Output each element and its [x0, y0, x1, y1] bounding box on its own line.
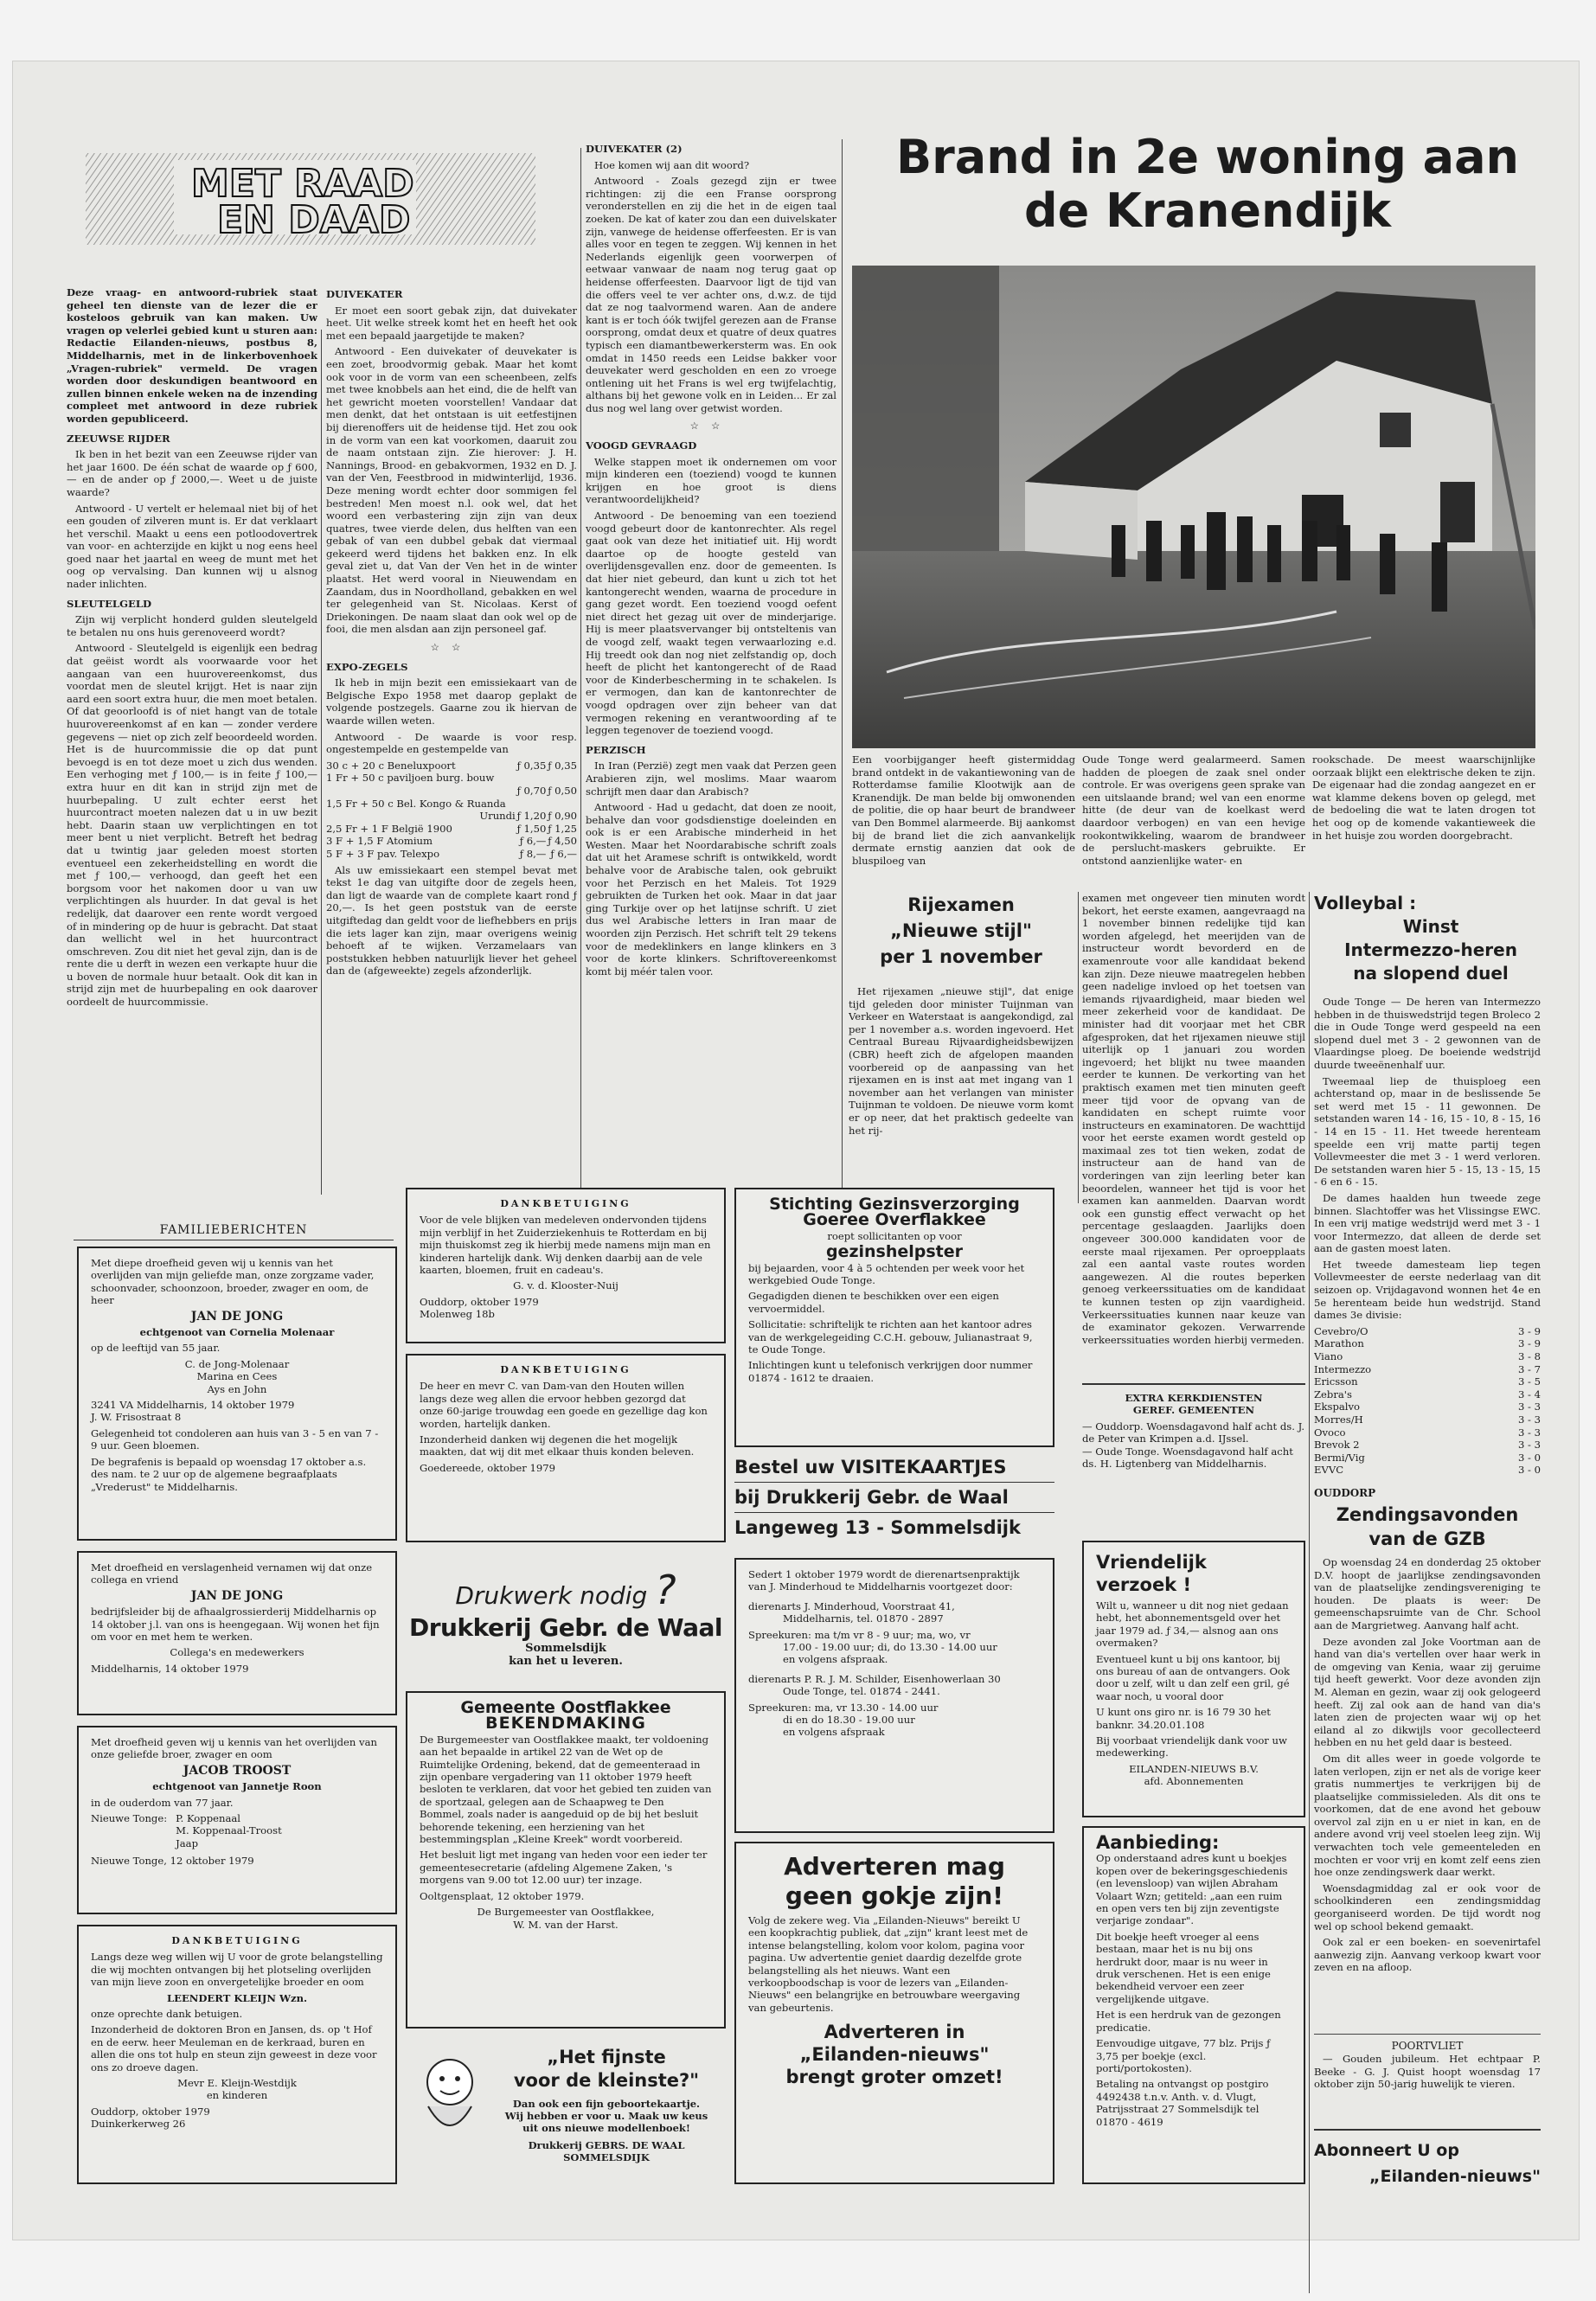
- thanks-kleijn-p3: Inzonderheid de doktoren Bron en Jansen, ds. op 't Hof en de eerw. heer Meuleman en de kerkraad, buren en allen die ons tot hulp en steun zijn geweest in deze voor ons zo droeve dagen.: [91, 2023, 377, 2073]
- stamp-cell-label: Urundi: [479, 810, 516, 823]
- kerkdiensten-notice: [1082, 1383, 1305, 1470]
- oostflakkee-title1: Gemeente Oostflakkee: [460, 1698, 671, 1717]
- obit1-fam1: C. de Jong-Molenaar: [184, 1357, 290, 1370]
- stamp-cell-v1: [516, 772, 547, 785]
- standings-row: [1314, 1375, 1541, 1388]
- thanks-kleijn-title: DANKBETUIGING: [171, 1935, 303, 1946]
- standings-team: Morres/H: [1314, 1413, 1363, 1426]
- gezins-p2: Gegadigden dienen te beschikken over een eigen vervoermiddel.: [748, 1290, 999, 1315]
- vet1-hours-c: en volgens afspraak.: [783, 1653, 888, 1666]
- question-perzisch: In Iran (Perzië) zegt men vaak dat Perzen geen Arabieren zijn, wel moslims. Maar waarom schrijft men daar dan Arabisch?: [586, 760, 836, 798]
- oostflakkee-announcement: [406, 1691, 726, 2029]
- standings-row: [1314, 1363, 1541, 1376]
- volley-standings-table: [1314, 1325, 1541, 1477]
- obit1-burial: De begrafenis is bepaald op woensdag 17 oktober a.s. des nam. te 2 uur op de algemene begraafplaats „Vrederust" te Middelharnis.: [91, 1455, 367, 1493]
- birth-card-line1: „Het fijnste: [547, 2047, 666, 2067]
- rijexamen-title-2: „Nieuwe stijl": [890, 920, 1032, 941]
- stamp-row: [326, 835, 577, 848]
- stamp-cell-v1: ƒ 1,50: [516, 822, 547, 835]
- thanks-vandam-p2: Inzonderheid danken wij degenen die het mogelijk maakten, dat wij dit met elkaar thuis konden beleven.: [420, 1433, 695, 1458]
- gezins-p4: Inlichtingen kunt u telefonisch verkrijgen door nummer 01874 - 1612 te draaien.: [748, 1359, 1033, 1384]
- verzoek-sig2: afd. Abonnementen: [1144, 1775, 1244, 1788]
- standings-row: [1314, 1464, 1541, 1477]
- kerk-oude-tonge: — Oude Tonge. Woensdagavond half acht ds. H. Ligtenberg van Middelharnis.: [1082, 1445, 1293, 1471]
- standings-score: 3 - 8: [1517, 1350, 1541, 1363]
- thanks-kleijn-sig1: Mevr E. Kleijn-Westdijk: [177, 2077, 297, 2090]
- heading-perzisch: PERZISCH: [586, 743, 646, 756]
- stamp-cell-v2: ƒ 1,25: [548, 822, 577, 835]
- fire-article-col3: [1312, 753, 1535, 883]
- obit3-spouse: echtgenoot van Jannetje Roon: [152, 1780, 322, 1793]
- standings-row: [1314, 1388, 1541, 1401]
- gokje-title4: „Eilanden-nieuws": [799, 2044, 990, 2066]
- abonneer-line2: „Eilanden-nieuws": [1369, 2167, 1541, 2186]
- dierenarts-ad: [734, 1558, 1054, 1833]
- question-zeeuwse-rijder: Ik ben in het bezit van een Zeeuwse rijder van het jaar 1600. De één schat de waarde op ƒ 600,— en de ander op ƒ 2000,—. Weet u de juiste waarde?: [67, 448, 317, 498]
- obit2-place: Middelharnis, 14 oktober 1979: [91, 1662, 249, 1675]
- gezins-title1: Stichting Gezinsverzorging: [769, 1195, 1020, 1214]
- rubric-logo: [79, 148, 546, 252]
- obit3-age: in de ouderdom van 77 jaar.: [91, 1796, 234, 1809]
- obituary-jan-de-jong-colleagues: [77, 1551, 397, 1715]
- birth-card-ad: [406, 2039, 726, 2186]
- volley-p3: De dames haalden hun tweede zege binnen. Slachtoffer was het Vlissingse EWC. In een vrij matige wedstrijd werd met 3 - 1 voor Intermezzo, dat alleen de derde set aan de gasten moest laten.: [1314, 1191, 1541, 1255]
- verzoek-p3: U kunt ons giro nr. is 16 79 30 het banknr. 34.20.01.108: [1096, 1706, 1271, 1731]
- oostflakkee-place: Ooltgensplaat, 12 oktober 1979.: [420, 1889, 585, 1902]
- rubric-column-3: DUIVEKATER (2) Hoe komen wij aan dit woord? Antwoord - Zoals gezegd zijn er twee richtingen: zij die een Franse oorsprong veronderstellen en zij die het in de eigen taal zoeken. De kat of kater zou dan een duivelskater zijn, vanwege de heidense offerfeesten. Er is van alles voor en tegen te zeggen. Wij kennen in het Nederlands eigenlijk geen voorwerpen of eetwaar vanwaar de naam nog terug gaat op heidense offerfeesten. Daarvoor ligt de tijd van die offers veel te ver achter ons, d.w.z. de tijd dat ze nog taalvormend waren. Aan de andere kant is er toch óók twijfel gerezen aan de Franse oorsprong, omdat deux et quatre of deux quatres typisch een diamantbewerkersterm was. En ook omdat in 1450 reeds een Leidse bakker voor deuvekater werd gescholden en een zo vroege ontlening uit het Frans is wel erg twijfelachtig, althans bij het gewone volk en in Leiden... Er zal dus nog wel lang over getwist worden. ☆☆ VOOGD GEVRAAGD Welke stappen moet ik ondernemen om voor mijn kinderen een (toeziend) voogd te kunnen krijgen en hoe groot is diens verantwoordelijkheid? Antwoord - De benoeming van een toeziend voogd gebeurt door de kantonrechter. Als regel gaat ook van deze het initiatief uit. Hij wordt daartoe op de hoogte gesteld van overlijdensgevallen enz. door de gemeenten. Is dat hier niet gebeurd, dan kunt u zich tot het kantongerecht wenden, waarna de procedure in gang gezet wordt. Een toeziend voogd oefent niet direct het gezag uit over de minderjarige. Hij is meer plaatsvervanger bij ontsteltenis van de voogd zelf, waakt tegen verwaarlozing e.d. Hij treedt ook dan nog niet zelfstandig op, doch heeft de plicht het kantongerecht of de Raad voor de Kinderbescherming in te schakelen. Is er vermogen, dan kan de kantonrechter de voogd opdragen over zijn beheer van dat vermogen rekening en verantwoording af te leggen tegenover de toeziend voogd. PERZISCH In Iran (Perzië) zegt men vaak dat Perzen geen Arabieren zijn, wel moslims. Maar waarom schrijft men daar dan Arabisch? Antwoord - Had u gedacht, dat doen ze nooit, behalve dan voor godsdienstige doeleinden en ook is er een Arabische minderheid in het Westen. Maar het Noordarabische schrift zoals dat uit het Aramese schrift is ontwikkeld, wordt behalve voor de Arabische talen, ook gebruikt voor het Perzisch en het Maleis. Tot 1929 gebruikten de Turken het ook. Maar in dat jaar ging Turkije over op het latijnse schrift. U ziet dus wel Arabische letters in Iran maar de woorden zijn Perzisch. Het schrift telt 29 tekens voor de medeklinkers en lange klinkers en 3 voor de korte klinkers. Schriftovereenkomst komt bij méér talen voor.: [586, 143, 836, 977]
- obit2-text: bedrijfsleider bij de afhaalgrossierderij Middelharnis op 14 oktober j.l. van ons is heengegaan. Wij wonen het fijn om voor en met hem te werken.: [91, 1606, 380, 1644]
- aanbieding-title: Aanbieding:: [1096, 1832, 1220, 1853]
- answer-perzisch: Antwoord - Had u gedacht, dat doen ze nooit, behalve dan voor godsdienstige doeleinden en ook is er een Arabische minderheid in het Westen. Maar het Noordarabische schrift zoals dat uit het Aramese schrift is ontwikkeld, wordt behalve voor de Arabische talen, ook gebruikt voor het Perzisch en het Maleis. Tot 1929 gebruikten de Turken het ook. Maar in dat jaar ging Turkije over op het latijnse schrift. U ziet dus wel Arabische letters in Iran maar de woorden zijn Perzisch. Het schrift telt 29 tekens voor de medeklinkers en lange klinkers en 3 voor de korte klinkers. Schriftovereenkomst komt bij méér talen voor.: [586, 801, 836, 977]
- obituary-jacob-troost: [77, 1726, 397, 1914]
- birth-card-line6: Drukkerij GEBRS. DE WAAL: [528, 2139, 685, 2151]
- answer-expo-zegels: Antwoord - De waarde is voor resp. ongestempelde en gestempelde van: [326, 730, 577, 756]
- standings-row: [1314, 1350, 1541, 1363]
- rijexamen-title-1: Rijexamen: [907, 894, 1015, 915]
- aanbieding-p4: Eenvoudige uitgave, 77 blz. Prijs ƒ 3,75 per boekje (excl. porti/portokosten).: [1096, 2037, 1271, 2074]
- standings-team: Viano: [1314, 1350, 1343, 1363]
- birth-card-line4: Wij hebben er voor u. Maak uw keus: [504, 2110, 708, 2122]
- stamp-cell-label: 30 c + 20 c Beneluxpoort: [326, 759, 456, 772]
- fire-article-col2: [1082, 753, 1305, 883]
- stamp-row: [326, 810, 577, 823]
- ouddorp-p1: Op woensdag 24 en donderdag 25 oktober D.V. hoopt de jaarlijkse zendingsavonden van de plaatselijke zendingsvereniging te houden. De plaats is weer: De gemeenschapsruimte van de Chr. School aan de Margrietweg. Aanvang half acht.: [1314, 1556, 1541, 1631]
- vet2-hours-b: di en do 18.30 - 19.00 uur: [783, 1714, 915, 1727]
- stamp-row: [326, 823, 577, 836]
- volley-p2: Tweemaal liep de thuisploeg een achterstand op, maar in de beslissende 5e set werd met 15 - 11 gewonnen. De setstanden waren 14 - 16, 15 - 10, 8 - 15, 16 - 14 en 15 - 11. Het tweede herenteam speelde een vrij matte partij tegen Vollevmeester die met 3 - 1 werd verloren. De setstanden waren hier 5 - 15, 13 - 15, 15 - 6 en 6 - 15.: [1314, 1074, 1541, 1189]
- gezins-p3: Sollicitatie: schriftelijk te richten aan het kantoor adres van de werkgelegeiding C.C.H. gebouw, Julianastraat 9, te Oude Tonge.: [748, 1318, 1033, 1356]
- drukwerk-line3: Sommelsdijk: [525, 1642, 606, 1655]
- standings-row: [1314, 1400, 1541, 1413]
- stamp-cell-v1: ƒ 0,35: [516, 759, 547, 772]
- stamp-cell-v2: [546, 772, 577, 785]
- standings-team: EVVC: [1314, 1464, 1344, 1477]
- stamp-row: [326, 785, 577, 798]
- verzoek-p4: Bij voorbaat vriendelijk dank voor uw medewerking.: [1096, 1734, 1287, 1759]
- visite-line1: Bestel uw VISITEKAARTJES: [734, 1452, 1054, 1483]
- stamp-cell-v1: ƒ 0,70: [516, 784, 547, 797]
- thanks-klooster-place2: Molenweg 18b: [420, 1308, 495, 1321]
- birth-card-line7: SOMMELSDIJK: [563, 2151, 650, 2163]
- rijexamen-headline: [849, 892, 1074, 970]
- volley-title-1: Volleybal :: [1314, 893, 1417, 913]
- heading-duivekater: DUIVEKATER: [326, 288, 403, 300]
- verzoek-title1: Vriendelijk: [1096, 1552, 1207, 1573]
- drukwerk-line4: kan het u leveren.: [509, 1655, 623, 1668]
- drukwerk-ad: [406, 1558, 726, 1688]
- fire-article-col1: [852, 753, 1075, 883]
- stamp-row: [326, 760, 577, 772]
- obit3-name: JACOB TROOST: [183, 1763, 292, 1778]
- vriendelijk-verzoek: [1082, 1541, 1305, 1817]
- obit1-addr1: 3241 VA Middelharnis, 14 oktober 1979: [91, 1399, 295, 1412]
- question-sleutelgeld: Zijn wij verplicht honderd gulden sleutelgeld te betalen nu ons huis gerenoveerd wordt?: [67, 613, 317, 638]
- question-expo-zegels: Ik heb in mijn bezit een emissiekaart van de Belgische Expo 1958 met daarop geplakt de volgende postzegels. Gaarne zou ik hiervan de waarde willen weten.: [326, 676, 577, 727]
- rijexamen-col1: [849, 985, 1074, 1202]
- oostflakkee-title2: BEKENDMAKING: [485, 1714, 646, 1734]
- obit2-intro: Met droefheid en verslagenheid vernamen wij dat onze collega en vriend: [91, 1561, 373, 1586]
- standings-team: Cevebro/O: [1314, 1324, 1368, 1337]
- standings-score: 3 - 3: [1517, 1413, 1541, 1426]
- standings-score: 3 - 4: [1517, 1388, 1541, 1400]
- standings-row: [1314, 1426, 1541, 1439]
- obit3-intro: Met droefheid geven wij u kennis van het overlijden van onze geliefde broer, zwager en oom: [91, 1736, 377, 1761]
- standings-score: 3 - 0: [1517, 1464, 1541, 1477]
- thanks-vandam-place: Goedereede, oktober 1979: [420, 1461, 555, 1474]
- obit1-fam3: Ays en John: [207, 1382, 267, 1395]
- thanks-vandam-p1: De heer en mevr C. van Dam-van den Houten willen langs deze weg allen die ervoor hebben gezorgd dat onze 60-jarige trouwdag een goede en gezellige dag kon worden, hartelijk danken.: [420, 1380, 708, 1430]
- fire-photo: [852, 266, 1535, 748]
- verzoek-p2: Eventueel kunt u bij ons kantoor, bij ons bureau of aan de ontvangers. Ook door u zelf, wilt u dan zelf een gril, gé waar noch, u vooral door: [1096, 1652, 1291, 1702]
- familieberichten-title: FAMILIEBERICHTEN: [74, 1223, 394, 1240]
- aanbieding-p3: Het is een herdruk van de gezongen predicatie.: [1096, 2009, 1281, 2034]
- thanks-kleijn-place2: Duinkerkerweg 26: [91, 2118, 186, 2131]
- answer-duivekater-2: Antwoord - Zoals gezegd zijn er twee richtingen: zij die een Franse oorsprong veronderstellen en zij die het in de eigen taal zoeken. De kat of kater zou dan een duivelskater zijn, vanwege de heidense offerfeesten. Er is van alles voor en tegen te zeggen. Wij kennen in het Nederlands eigenlijk geen voorwerpen of eetwaar vanwaar de naam nog terug gaat op heidense offerfeesten. Daarvoor ligt de tijd van die offers veel te ver achter ons, d.w.z. de tijd dat ze nog taalvormend waren. Aan de andere kant is er toch óók twijfel gerezen aan de Franse oorsprong, omdat deux et quatre of deux quatres typisch een diamantbewerkersterm was. En ook omdat in 1450 reeds een Leidse bakker voor deuvekater werd gescholden en een zo vroege ontlening uit het Frans is wel erg twijfelachtig, althans bij het gewone volk en in Leiden... Er zal dus nog wel lang over getwist worden.: [586, 175, 836, 414]
- obit1-fam2: Marina en Cees: [196, 1370, 278, 1383]
- rijexamen-text-2: examen met ongeveer tien minuten wordt bekort, het eerste examen, aangevraagd na 1 november binnen redelijke tijd kan worden afgelegd, het meerijden van de instructeur wordt bevorderd en de examenroute voor alle kandidaat bekend kan zijn. Deze nieuwe maatregelen hebben geen nadelige invloed op het toetsen van iemands rijvaardigheid, maar bieden wel meer zekerheid voor de kandidaat. De minister had dit voorjaar met het CBR afgesproken, dat het rijexamen nieuwe stijl uiterlijk op 1 januari zou worden ingevoerd; het blijkt nu twee maanden eerder te kunnen. De verkorting van het praktisch examen met tien minuten geeft meer tijd voor de opvang van de kandidaten en schept ruimte voor instructeurs en examinatoren. De wachttijd voor het eerste examen wordt gesteld op maximaal zes tot tien weken, zodat de instructeur aan de hand van de vorderingen van zijn leerling beter kan beoordelen, wanneer het tijd is voor het examen kan aanmelden. Daarvan wordt ook een gunstig effect verwacht op het percentage geslaagden. Jaarlijks doen ongeveer 300.000 kandidaten voor de eerste maal rijexamen. Per oproepplaats zal een aantal vaste routes worden aangewezen. Al die routes beperken genoeg verkeerssituaties om de kandidaat te kunnen testen op zijn vaardigheid. Verkeerssituaties kunnen naar keuze van de examinator gekozen. Verwarrende verkeerssituaties worden hierbij vermeden.: [1082, 892, 1305, 1346]
- obit1-addr2: J. W. Frisostraat 8: [91, 1411, 182, 1424]
- standings-score: 3 - 3: [1517, 1400, 1541, 1413]
- stamp-cell-v2: ƒ 0,35: [548, 759, 577, 772]
- fire-headline-line1: Brand in 2e woning aan: [895, 130, 1520, 184]
- ouddorp-p4: Woensdagmiddag zal er ook voor de schoolkinderen een zendingsmiddag georganiseerd worden. De tijd wordt nog wel op school bekend gemaakt.: [1314, 1881, 1541, 1932]
- stamp-cell-label: 2,5 Fr + 1 F België 1900: [326, 822, 452, 835]
- standings-row: [1314, 1439, 1541, 1452]
- rijexamen-text-1: Het rijexamen „nieuwe stijl", dat enige tijd geleden door minister Tuijnman van Verkeer en Waterstaat is aangekondigd, zal per 1 november a.s. worden ingevoerd. Het Centraal Bureau Rijvaardigheidsbewijzen (CBR) heeft zich de afgelopen maanden voorbereid op de aanpassing van het rijexamen en is inst aat met ingang van 1 november aan het verlangen van minister Tuijnman te voldoen. De nieuwe vorm komt er op neer, dat het praktisch gedeelte van het rij-: [849, 985, 1074, 1137]
- drukwerk-line1: Drukwerk nodig: [455, 1581, 648, 1610]
- oostflakkee-p2: Het besluit ligt met ingang van heden voor een ieder ter gemeentesecretarie (afdeling Algemene Zaken, 's morgens van 9.00 tot 12.00 uur) ter inzage.: [420, 1849, 708, 1887]
- standings-team: Ovoco: [1314, 1426, 1346, 1439]
- stamp-row: [326, 798, 577, 811]
- kerk-title1: EXTRA KERKDIENSTEN: [1125, 1392, 1263, 1404]
- ouddorp-title-1: Zendingsavonden: [1336, 1504, 1519, 1525]
- volley-title-3: Intermezzo-heren: [1344, 939, 1517, 960]
- standings-team: Intermezzo: [1314, 1362, 1372, 1375]
- stamp-cell-label: 1 Fr + 50 c paviljoen burg. bouw: [326, 772, 495, 785]
- vet1-name: dierenarts J. Minderhoud, Voorstraat 41,: [748, 1599, 955, 1612]
- drukwerk-question-mark: ?: [655, 1567, 676, 1613]
- poortvliet-article: [1314, 2053, 1541, 2113]
- standings-row: [1314, 1337, 1541, 1350]
- obit3-fam3: Jaap: [176, 1836, 199, 1849]
- obit1-name: JAN DE JONG: [190, 1309, 284, 1324]
- ouddorp-title-2: van de GZB: [1368, 1529, 1486, 1549]
- obit1-age: op de leeftijd van 55 jaar.: [91, 1342, 221, 1355]
- gezins-p1: bij bejaarden, voor 4 à 5 ochtenden per week voor het werkgebied Oude Tonge.: [748, 1261, 1025, 1287]
- visite-line3: Langeweg 13 - Sommelsdijk: [734, 1517, 1021, 1538]
- gokje-title1: Adverteren mag: [784, 1852, 1005, 1881]
- logo-line2: EN DAAD: [217, 198, 411, 242]
- verzoek-p1: Wilt u, wanneer u dit nog niet gedaan hebt, het abonnementsgeld over het jaar 1979 ad. ƒ 34,— alsnog aan ons overmaken?: [1096, 1599, 1289, 1650]
- thanks-kleijn-p1: Langs deze weg willen wij U voor de grote belangstelling die wij mochten ontvangen bij het plotseling overlijden van mijn lieve zoon en onvergetelijke broeder en oom: [91, 1951, 383, 1989]
- ouddorp-headline: [1314, 1503, 1541, 1551]
- answer-sleutelgeld: Antwoord - Sleutelgeld is eigenlijk een bedrag dat geëist wordt als voorwaarde voor het aangaan van een huurovereenkomst, dus voordat men de sleutel krijgt. Het is naar zijn aard een soort extra huur, die men moet betalen. Of dat geoorloofd is of niet hangt van de totale huurovereenkomst af en kan — zonder verdere gegevens — niet op zich zelf beoordeeld worden. Het is de huurcommissie die op dat punt bevoegd is en tot deze moet u zich dus wenden. Een verhoging met ƒ 100,— is in feite ƒ 100,— extra huur en dit kan in strijd zijn met de huurbepaling. U zult echter eerst het huurcontract moeten nalezen dat u in uw bezit hebt. Daarin staan uw verplichtingen en tot meer bent u niet verplicht. Betreft het bedrag dat u twintig jaar geleden moest storten eventueel een zekerheidstelling en wordt die met ƒ 100,— verhoogd, dan geeft het een borgsom voor het nakomen door u van uw verplichtingen als huurder. In dat geval is het redelijk, dat daarover een rente wordt vergoed of in mindering op de huur is gebracht. Dat staat dan wellicht wel in het huurcontract omschreven. Zou dit niet het geval zijn, dan is de rente die u derft in wezen een verkapte huur die u boven de normale huur betaalt. Ook dit kan in strijd zijn met de huurbepaling en ook daarover oordeelt de huurcommissie.: [67, 642, 317, 1009]
- rubric-column-2: DUIVEKATER Er moet een soort gebak zijn, dat duivekater heet. Uit welke streek komt het en heeft het ook met een bepaald jaargetijde te maken? Antwoord - Een duivekater of deuvekater is een zoet, broodvormig gebak. Maar het komt ook voor in de vorm van een scheenbeen, zelfs met twee knobbels aan het eind, die de helft van het gewricht moeten voorstellen! Vandaar dat men denkt, dat het ontstaan is uit eetfestijnen bij dierenoffers uit de heidense tijd. Het zou ook in de vorm van een kat voorkomen, daaruit zou de naam ontstaan zijn. Zie hierover: J. H. Nannings, Brood- en gebakvormen, 1932 en D. J. van der Ven, Feestbrood in midwinterlijd, 1936. Deze mening wordt echter door sommigen fel bestreden! Men moest n.l. ook wel, dat het woord een verbastering zijn zijn van deux quatres, twee vierde delen, dus helften van een gebak of van een dubbel gebak dat viermaal gekeerd werd tijdens het bakken enz. In elk geval ziet u, dat Van der Ven het in de winter plaatst. Het werd vooral in Nieuwendam en Zaandam, dus in Noordholland, gebakken en wel ter gelegenheid van St. Nicolaas. Kerst of Driekoningen. De naam slaat dan ook wel op de fooi, die men alsdan aan zijn personeel gaf. ☆☆ EXPO-ZEGELS Ik heb in mijn bezit een emissiekaart van de Belgische Expo 1958 met daarop geplakt de volgende postzegels. Gaarne zou ik hiervan de waarde willen weten. Antwoord - De waarde is voor resp. ongestempelde en gestempelde van 30 c + 20 c Beneluxpoort ƒ 0,35 ƒ 0,35 1 Fr + 50 c paviljoen burg. bouw ƒ 0,70 ƒ 0,50 1,5 Fr + 50 c Bel. Kongo & Ruanda Urundi ƒ 1,20 ƒ 0,90 2,5 Fr + 1 F België 1900 ƒ 1,50 ƒ 1,25 3 F + 1,5 F Atomium ƒ 6,— ƒ 4,50 5 F + 3 F pav. Telexpo ƒ 8,— ƒ 6,— Als uw emissiekaart een stempel bevat met tekst 1e dag van uitgifte door de zegels heen, dan ligt de waarde van de complete kaart rond ƒ 20,—. Is het geen poststuk van de eerste uitgiftedag dan geldt voor de liefhebbers en prijs die iets lager kan zijn, maar overigens weinig behoeft af te wijken. Verzamelaars van poststukken hebben natuurlijk liever het geheel dan de (afgeweekte) zegels afzonderlijk.: [326, 288, 577, 977]
- fire-text-3: rookschade. De meest waarschijnlijke oorzaak blijkt een elektrische deken te zijn. De eigenaar had die zondag aangezet en er wat klamme dekens boven op gelegd, met de bedoeling die wat te laten drogen tot het oog op de komende vakantieweek die in het huisje zou worden doorgebracht.: [1312, 753, 1535, 842]
- standings-row: [1314, 1413, 1541, 1426]
- gezins-title2: Goeree Overflakkee: [803, 1210, 986, 1230]
- aanbieding-p1: Op onderstaand adres kunt u boekjes kopen over de bekeringsgeschiedenis (en levensloop) van wijlen Abraham Volaart Wzn; getiteld: „aan een ruim en open vers ten bij zijn zeventigste verjarige zondaar".: [1096, 1852, 1288, 1927]
- stamp-cell-v1: ƒ 6,—: [519, 835, 547, 848]
- rubric-column-1: [67, 286, 317, 1203]
- birth-card-line3: Dan ook een fijn geboortekaartje.: [512, 2098, 701, 2110]
- volley-title-4: na slopend duel: [1353, 963, 1509, 984]
- rijexamen-title-3: per 1 november: [880, 946, 1042, 967]
- ouddorp-p5: Ook zal er een boeken- en soevenirtafel aanwezig zijn. Aanvang verkoop kwart voor zeven en na afloop.: [1314, 1936, 1541, 1974]
- expo-zegels-closing: Als uw emissiekaart een stempel bevat met tekst 1e dag van uitgifte door de zegels heen, dan ligt de waarde van de complete kaart rond ƒ 20,—. Is het geen poststuk van de eerste uitgiftedag dan geldt voor de liefhebbers en prijs die iets lager kan zijn, maar overigens weinig behoeft af te wijken. Verzamelaars van poststukken hebben natuurlijk liever het geheel dan de (afgeweekte) zegels afzonderlijk.: [326, 863, 577, 977]
- obit2-signature: Collega's en medewerkers: [170, 1646, 304, 1659]
- thanks-klooster: [406, 1188, 726, 1343]
- standings-score: 3 - 5: [1517, 1375, 1541, 1388]
- heading-duivekater-2: DUIVEKATER (2): [586, 143, 683, 155]
- answer-zeeuwse-rijder: Antwoord - U vertelt er helemaal niet bij of het een gouden of zilveren munt is. Er dat verklaart het verschil. Maakt u eens een potloodovertrek van voor- en achterzijde en kijkt u nog eens heel goed naar het jaartal en weeg de munt met het oog op vervalsing. Dan kunnen wij u alsnog nader inlichten.: [67, 502, 317, 591]
- fire-photo-graphic: [852, 266, 1535, 748]
- vet1-hours-b: 17.00 - 19.00 uur; di, do 13.30 - 14.00 uur: [783, 1641, 997, 1654]
- vet1-hours-a: Spreekuren: ma t/m vr 8 - 9 uur; ma, wo, vr: [748, 1628, 971, 1641]
- thanks-kleijn-sig2: en kinderen: [206, 2089, 268, 2102]
- fire-headline: [849, 131, 1567, 238]
- stamp-cell-label: 1,5 Fr + 50 c Bel. Kongo & Ruanda: [326, 797, 506, 810]
- stamp-cell-v2: ƒ 0,50: [548, 784, 577, 797]
- baby-illustration-icon: [411, 2049, 489, 2153]
- vet2-hours-a: Spreekuren: ma, vr 13.30 - 14.00 uur: [748, 1701, 939, 1714]
- volley-article: [1314, 996, 1541, 1480]
- vet-intro: Sedert 1 oktober 1979 wordt de dierenartsenpraktijk van J. Minderhoud te Middelharnis voortgezet door:: [748, 1568, 1020, 1593]
- fire-headline-line2: de Kranendijk: [1023, 183, 1392, 238]
- heading-voogd-gevraagd: VOOGD GEVRAAGD: [586, 439, 697, 452]
- stamp-cell-v1: ƒ 8,—: [519, 847, 547, 860]
- standings-score: 3 - 9: [1517, 1337, 1541, 1350]
- drukwerk-line2: Drukkerij Gebr. de Waal: [409, 1613, 722, 1642]
- obit1-spouse: echtgenoot van Cornelia Molenaar: [139, 1326, 335, 1339]
- visitekaartjes-ad: [734, 1452, 1054, 1549]
- standings-score: 3 - 9: [1517, 1324, 1541, 1337]
- obit3-place: Nieuwe Tonge, 12 oktober 1979: [91, 1855, 254, 1868]
- stamp-row: [326, 848, 577, 861]
- adverteren-ad: [734, 1842, 1054, 2184]
- vet2-hours-c: en volgens afspraak: [783, 1726, 885, 1739]
- oostflakkee-sig2: W. M. van der Harst.: [513, 1918, 619, 1931]
- standings-team: Brevok 2: [1314, 1439, 1360, 1452]
- question-duivekater: Er moet een soort gebak zijn, dat duivekater heet. Uit welke streek komt het en heeft het ook met een bepaald jaargetijde te maken?: [326, 304, 577, 342]
- thanks-klooster-text: Voor de vele blijken van medeleven ondervonden tijdens mijn verblijf in het Zuiderziekenhuis te Rotterdam en bij mijn thuiskomst zeg ik hierbij mede namens mijn man en kinderen hartelijk dank. Wij denken daarbij aan de vele kaarten, bloemen, fruit en cadeau's.: [420, 1214, 711, 1277]
- vet2-name: dierenarts P. R. J. M. Schilder, Eisenhowerlaan 30: [748, 1672, 1001, 1685]
- thanks-klooster-signature: G. v. d. Klooster-Nuij: [513, 1279, 619, 1292]
- oostflakkee-p1: De Burgemeester van Oostflakkee maakt, ter voldoening aan het bepaalde in artikel 22 van de Wet op de Ruimtelijke Ordening, bekend, dat de gemeenteraad in zijn openbare vergadering van 11 oktober 1979 heeft besloten te verklaren, dat voor het gebied ten zuiden van de sportzaal, gelegen aan de Schaapweg te Den Bommel, zoals nader is aangeduid op de bij het besluit behorende tekening, een herziening van het bestemmingsplan „Kleine Kreek" wordt voorbereid.: [420, 1733, 712, 1846]
- volley-title-2: Winst: [1402, 916, 1459, 937]
- standings-score: 3 - 7: [1517, 1362, 1541, 1375]
- answer-voogd: Antwoord - De benoeming van een toeziend voogd gebeurt door de kantonrechter. Als regel gaat ook van deze het initiatief uit. Hij wordt daartoe op de hoogte gesteld van overlijdensgevallen enz. door de gemeenten. Is dat hier niet gebeurd, dan kunt u zich tot het kantongerecht wenden, waarna de procedure in gang gezet wordt. Een toeziend voogd oefent niet direct het gezag uit over de minderjarige. Hij is meer plaatsvervanger bij ontsteltenis van de voogd zelf, waakt tegen verwaarlozing e.d. Hij treedt ook dan nog niet zelfstandig op, doch heeft de plicht het kantongerecht of de Raad voor de Kinderbescherming in te schakelen. Is er vermogen, dan kan de kantonrechter de voogd opdragen over zijn beheer van dat vermogen rekening en verantwoording af te leggen tegenover de toeziend voogd.: [586, 510, 836, 737]
- logo-line1: MET RAAD: [191, 162, 414, 206]
- obit2-name: JAN DE JONG: [190, 1588, 284, 1603]
- birth-card-line2: voor de kleinste?": [513, 2070, 700, 2091]
- stamp-value-table: [326, 760, 577, 861]
- newspaper-page: [12, 61, 1580, 2240]
- ouddorp-label: OUDDORP: [1314, 1487, 1376, 1499]
- standings-score: 3 - 3: [1517, 1439, 1541, 1452]
- visite-line2: bij Drukkerij Gebr. de Waal: [734, 1483, 1054, 1513]
- stamp-cell-v2: [546, 798, 577, 811]
- standings-team: Ekspalvo: [1314, 1400, 1361, 1413]
- fire-text-1: Een voorbijganger heeft gistermiddag brand ontdekt in de vakantiewoning van de Rotterdamse familie Klootwijk aan de Kranendijk. De man belde bij omwonenden de politie, die op haar beurt de brandweer van Den Bommel alarmeerde. Bij aankomst bij de brand liet die zich aanvankelijk dermate ernstig aanzien dat ook de bluspiloeg van: [852, 753, 1075, 867]
- obit3-fam2: M. Koppenaal-Troost: [176, 1824, 282, 1837]
- thanks-klooster-place1: Ouddorp, oktober 1979: [420, 1295, 539, 1308]
- verzoek-sig1: EILANDEN-NIEUWS B.V.: [1129, 1762, 1259, 1775]
- heading-zeeuwse-rijder: ZEEUWSE RIJDER: [67, 432, 170, 445]
- ouddorp-p3: Om dit alles weer in goede volgorde te laten verlopen, zijn er net als de vorige keer gratis nummertjes te verkrijgen bij de plaatselijke commissieleden. Als dit ons te voorkomen, dat de ene avond het gebouw overvol zal zijn en u er niet in kan, en de andere avond vrij veel stoelen leeg zijn. Wij verwachten toch vele gemeenteleden en mochten er voor vrij en komt zelf eens zien hoe onze zendingswerk daar werkt.: [1314, 1752, 1541, 1879]
- stamp-cell-v1: ƒ 1,20: [516, 810, 547, 823]
- obit3-fam1: P. Koppenaal: [176, 1812, 240, 1825]
- gokje-title3: Adverteren in: [824, 2022, 965, 2043]
- poortvliet-p1: — Gouden jubileum. Het echtpaar P. Beeke - G. J. Quist hoopt woensdag 17 oktober zijn 50-jarig huwelijk te vieren.: [1314, 2053, 1541, 2091]
- kerk-title2: GEREF. GEMEENTEN: [1132, 1404, 1255, 1417]
- thanks-klooster-title: DANKBETUIGING: [500, 1198, 631, 1209]
- standings-row: [1314, 1452, 1541, 1465]
- stamp-cell-v2: ƒ 6,—: [550, 847, 577, 860]
- obit3-location: Nieuwe Tonge:: [91, 1812, 168, 1825]
- standings-team: Bermi/Vig: [1314, 1451, 1365, 1464]
- aanbieding-ad: [1082, 1826, 1305, 2184]
- volley-headline: [1314, 892, 1548, 985]
- standings-team: Ericsson: [1314, 1375, 1358, 1388]
- poortvliet-label: POORTVLIET: [1314, 2034, 1541, 2052]
- logo-hatch-graphic: [79, 148, 546, 252]
- stamp-cell-v2: ƒ 0,90: [548, 810, 577, 823]
- obit1-intro: Met diepe droefheid geven wij u kennis van het overlijden van mijn geliefde man, onze zorgzame vader, schoonvader, schoonzoon, broeder, zwager en oom, de heer: [91, 1257, 375, 1307]
- vet2-address: Oude Tonge, tel. 01874 - 2441.: [783, 1685, 940, 1698]
- fire-text-2: Oude Tonge werd gealarmeerd. Samen hadden de ploegen de zaak snel onder controle. Er was overigens geen sprake van een uitslaande brand; wel van een enorme hitte (de deur van de koelkast werd daardoor verbogen) en van een hevige rookontwikkeling, waarom de brandweer de perslucht-maskers gebruikte. Er ontstond aanzienlijke water- en: [1082, 753, 1305, 867]
- standings-score: 3 - 0: [1517, 1451, 1541, 1464]
- volley-p4: Het tweede damesteam liep tegen Vollevmeester de eerste nederlaag van dit seizoen op. Vrijdagavond wonnen het 4e en 5e herenteam beide hun wedstrijd. Stand dames 3e divisie:: [1314, 1258, 1541, 1322]
- aanbieding-p5: Betaling na ontvangst op postgiro 4492438 t.n.v. Anth. v. d. Vlugt, Patrijsstraat 27 Sommelsdijk tel 01870 - 4619: [1096, 2078, 1269, 2128]
- thanks-kleijn-p2: onze oprechte dank betuigen.: [91, 2008, 243, 2021]
- volley-p1: Oude Tonge — De heren van Intermezzo hebben in de thuiswedstrijd tegen Broleco 2 die in Oude Tonge werd gespeeld na een slopend duel met 3 - 2 gewonnen van de Vlaardingse ploeg. De boeiende wedstrijd duurde tweeënenhalf uur.: [1314, 996, 1541, 1071]
- kerk-ouddorp: — Ouddorp. Woensdagavond half acht ds. J. de Peter van Krimpen a.d. IJssel.: [1082, 1420, 1305, 1445]
- gezins-title3: roept sollicitanten op voor: [827, 1229, 962, 1242]
- standings-row: [1314, 1325, 1541, 1338]
- abonneer-box: [1314, 2129, 1541, 2189]
- vet1-address: Middelharnis, tel. 01870 - 2897: [783, 1612, 944, 1625]
- gezinsverzorging-ad: [734, 1188, 1054, 1447]
- stamp-row: [326, 772, 577, 785]
- rubric-intro: Deze vraag- en antwoord-rubriek staat geheel ten dienste van de lezer die er kosteloos gebruik van kan maken. Uw vragen op velerlei gebied kunt u sturen aan: Redactie Eilanden-nieuws, postbus 8, Middelharnis, met in de linkerbovenhoek „Vragen-rubriek" vermeld. De vragen worden door deskundigen beantwoord en zullen binnen enkele weken na de inzending compleet met antwoord in deze rubriek worden gepubliceerd.: [67, 286, 317, 425]
- thanks-kleijn: [77, 1925, 397, 2184]
- gokje-text: Volg de zekere weg. Via „Eilanden-Nieuws" bereikt U een koopkrachtig publiek, dat „zijn" krant leest met de intense belangstelling, kolom voor kolom, pagina voor pagina. Uw advertentie geniet daardig dezelfde grote belangstelling als het nieuws. Want een verkoopboodschap is voor de lezers van „Eilanden-Nieuws" een belangrijke en betrouwbare weergaving van gebeurtenis.: [748, 1914, 1029, 2014]
- question-duivekater-2: Hoe komen wij aan dit woord?: [594, 158, 750, 171]
- standings-team: Marathon: [1314, 1337, 1364, 1350]
- rijexamen-col2: [1082, 892, 1305, 1372]
- thanks-vandam-title: DANKBETUIGING: [500, 1364, 631, 1375]
- obit1-condolence: Gelegenheid tot condoleren aan huis van 3 - 5 en van 7 - 9 uur. Geen bloemen.: [91, 1426, 379, 1452]
- abonneer-line1: Abonneert U op: [1314, 2141, 1459, 2160]
- standings-score: 3 - 3: [1517, 1426, 1541, 1439]
- question-voogd: Welke stappen moet ik ondernemen om voor mijn kinderen een (toeziend) voogd te kunnen krijgen en hoe groot is diens verantwoordelijkheid?: [586, 455, 836, 506]
- thanks-kleijn-name: LEENDERT KLEIJN Wzn.: [166, 1991, 308, 2004]
- obituary-jan-de-jong: [77, 1247, 397, 1541]
- stamp-cell-label: [326, 785, 516, 798]
- thanks-kleijn-place1: Ouddorp, oktober 1979: [91, 2105, 210, 2118]
- stamp-cell-label: 5 F + 3 F pav. Telexpo: [326, 847, 440, 860]
- aanbieding-p2: Dit boekje heeft vroeger al eens bestaan, maar het is nu bij ons herdrukt door, maar is nu weer in druk verschenen. Het is een enige bekendheid vervoer een zeer vergelijkende uitgave.: [1096, 1930, 1271, 2005]
- stamp-cell-v1: [516, 798, 547, 811]
- verzoek-title2: verzoek !: [1096, 1574, 1192, 1595]
- gezins-title4: gezinshelpster: [825, 1242, 964, 1262]
- heading-expo-zegels: EXPO-ZEGELS: [326, 660, 408, 673]
- thanks-van-dam: [406, 1354, 726, 1542]
- heading-sleutelgeld: SLEUTELGELD: [67, 597, 152, 610]
- answer-duivekater: Antwoord - Een duivekater of deuvekater is een zoet, broodvormig gebak. Maar het komt ook voor in de vorm van een scheenbeen, zelfs met twee knobbels aan het eind, die de helft van het gewricht moeten voorstellen! Vandaar dat men denkt, dat het ontstaan is uit eetfestijnen bij dierenoffers uit de heidense tijd. Het zou ook in de vorm van een kat voorkomen, daaruit zou de naam ontstaan zijn. Zie hierover: J. H. Nannings, Brood- en gebakvormen, 1932 en D. J. van der Ven, Feestbrood in midwinterlijd, 1936. Deze mening wordt echter door sommigen fel bestreden! Men moest n.l. ook wel, dat het woord een verbastering zijn zijn van deux quatres, twee vierde delen, dus helften van een gebak of van een dubbel gebak dat viermaal gekeerd werd tijdens het bakken enz. In elk geval ziet u, dat Van der Ven het in de winter plaatst. Het werd vooral in Nieuwendam en Zaandam, dus in Noordholland, gebakken en wel ter gelegenheid van St. Nicolaas. Kerst of Driekoningen. De naam slaat dan ook wel op de fooi, die men alsdan aan zijn personeel gaf.: [326, 345, 577, 636]
- standings-team: Zebra's: [1314, 1388, 1352, 1400]
- stamp-cell-v2: ƒ 4,50: [548, 835, 577, 848]
- ouddorp-article: [1314, 1556, 1541, 2023]
- birth-card-line5: uit ons nieuwe modellenboek!: [522, 2122, 690, 2134]
- gokje-title2: geen gokje zijn!: [785, 1881, 1004, 1910]
- oostflakkee-sig1: De Burgemeester van Oostflakkee,: [477, 1906, 655, 1919]
- stamp-cell-label: 3 F + 1,5 F Atomium: [326, 835, 433, 848]
- ouddorp-p2: Deze avonden zal Joke Voortman aan de hand van dia's vertellen over haar werk in de omgeving van Kenia, waar zij geruime tijd heeft gewerkt. Voor deze avonden zijn M. Aleman en gezin, waar zij ook gelogeerd heeft. Zij zal ook aan de hand van dia's laten zien de projecten waar wij op het eiland al zo dikwijls voor gecollecteerd hebben en nu het geld daar is besteed.: [1314, 1635, 1541, 1749]
- gokje-title5: brengt groter omzet!: [785, 2067, 1003, 2088]
